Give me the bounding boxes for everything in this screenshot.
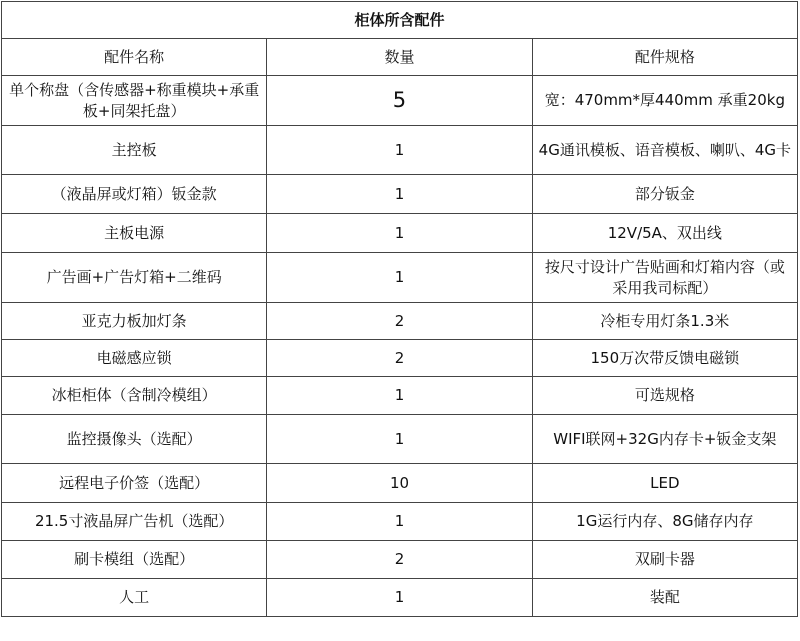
cell-qty: 1 (267, 214, 532, 253)
cell-spec: 12V/5A、双出线 (532, 214, 797, 253)
cell-name: 监控摄像头（选配） (2, 415, 267, 464)
cell-qty: 1 (267, 503, 532, 541)
cell-name: （液晶屏或灯箱）钣金款 (2, 175, 267, 214)
cell-qty: 10 (267, 464, 532, 503)
cell-name: 单个称盘（含传感器+称重模块+承重板+同架托盘） (2, 76, 267, 126)
accessories-table (1, 1, 798, 617)
cell-qty: 1 (267, 377, 532, 415)
table-row (2, 175, 798, 214)
cell-qty: 1 (267, 126, 532, 175)
cell-name: 广告画+广告灯箱+二维码 (2, 253, 267, 303)
cell-name: 21.5寸液晶屏广告机（选配） (2, 503, 267, 541)
table-row (2, 303, 798, 340)
cell-name: 电磁感应锁 (2, 340, 267, 377)
cell-qty: 1 (267, 579, 532, 617)
table-row (2, 253, 798, 303)
header-spec: 配件规格 (532, 39, 797, 76)
cell-spec: 冷柜专用灯条1.3米 (532, 303, 797, 340)
table-row (2, 579, 798, 617)
cell-spec: 双刷卡器 (532, 541, 797, 579)
header-qty: 数量 (267, 39, 532, 76)
table-title-row (2, 2, 798, 39)
cell-spec: 部分钣金 (532, 175, 797, 214)
table-row (2, 541, 798, 579)
cell-qty: 1 (267, 415, 532, 464)
cell-qty: 5 (267, 76, 532, 126)
cell-spec: 4G通讯模板、语音模板、喇叭、4G卡 (532, 126, 797, 175)
table-row (2, 415, 798, 464)
cell-qty: 2 (267, 340, 532, 377)
table-row (2, 464, 798, 503)
cell-name: 主板电源 (2, 214, 267, 253)
cell-qty: 1 (267, 175, 532, 214)
cell-name: 冰柜柜体（含制冷模组） (2, 377, 267, 415)
cell-name: 远程电子价签（选配） (2, 464, 267, 503)
cell-qty: 1 (267, 253, 532, 303)
table-header-row (2, 39, 798, 76)
cell-qty: 2 (267, 541, 532, 579)
cell-spec: 1G运行内存、8G储存内存 (532, 503, 797, 541)
table-row (2, 503, 798, 541)
cell-name: 亚克力板加灯条 (2, 303, 267, 340)
cell-spec: 按尺寸设计广告贴画和灯箱内容（或采用我司标配） (532, 253, 797, 303)
cell-spec: 可选规格 (532, 377, 797, 415)
cell-name: 人工 (2, 579, 267, 617)
cell-spec: WIFI联网+32G内存卡+钣金支架 (532, 415, 797, 464)
table-row (2, 126, 798, 175)
cell-spec: 150万次带反馈电磁锁 (532, 340, 797, 377)
cell-spec: 装配 (532, 579, 797, 617)
table-row (2, 340, 798, 377)
table-row (2, 214, 798, 253)
cell-qty: 2 (267, 303, 532, 340)
header-name: 配件名称 (2, 39, 267, 76)
table-row (2, 377, 798, 415)
cell-name: 刷卡模组（选配） (2, 541, 267, 579)
cell-spec: LED (532, 464, 797, 503)
cell-spec: 宽：470mm*厚440mm 承重20kg (532, 76, 797, 126)
table-title: 柜体所含配件 (2, 2, 798, 39)
table-row (2, 76, 798, 126)
cell-name: 主控板 (2, 126, 267, 175)
